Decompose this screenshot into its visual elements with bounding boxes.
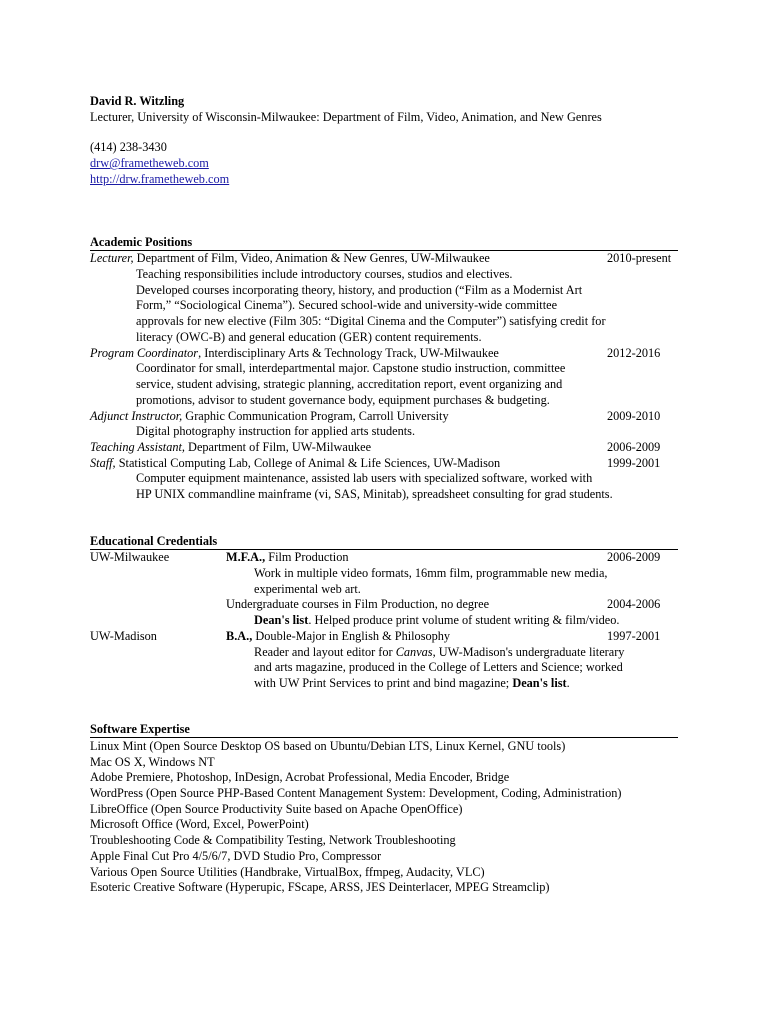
uwmad-line1-b: , UW-Madison's undergraduate literary bbox=[432, 645, 625, 659]
software-item: Microsoft Office (Word, Excel, PowerPoint) bbox=[90, 817, 309, 831]
uwmad-date: 1997-2001 bbox=[607, 629, 661, 643]
education-heading: Educational Credentials bbox=[90, 534, 218, 548]
lecturer-entry bbox=[90, 251, 490, 266]
software-item: Apple Final Cut Pro 4/5/6/7, DVD Studio Pro, Compressor bbox=[90, 849, 382, 863]
lecturer-desc-line: literacy (OWC-B) and general education (GER) content requirements. bbox=[136, 330, 482, 344]
ta-role: Teaching Assistant, bbox=[90, 440, 185, 454]
lecturer-date: 2010-present bbox=[607, 251, 672, 265]
software-item: Troubleshooting Code & Compatibility Testing, Network Troubleshooting bbox=[90, 833, 456, 847]
staff-entry bbox=[90, 456, 500, 471]
lecturer-role: Lecturer, bbox=[90, 251, 134, 265]
uwmad-canvas: Canvas bbox=[395, 645, 433, 659]
uwmad-desc-line bbox=[254, 676, 570, 691]
lecturer-desc-line: approvals for new elective (Film 305: “Digital Cinema and the Computer”) satisfying credit for bbox=[136, 314, 606, 328]
software-heading: Software Expertise bbox=[90, 722, 190, 736]
software-rule bbox=[90, 737, 678, 738]
email-link[interactable]: drw@frametheweb.com bbox=[90, 156, 209, 170]
lecturer-desc-line: Developed courses incorporating theory, history, and production (“Film as a Modernist Art bbox=[136, 283, 583, 297]
software-item: Adobe Premiere, Photoshop, InDesign, Acrobat Professional, Media Encoder, Bridge bbox=[90, 770, 510, 784]
software-item: Esoteric Creative Software (Hyperupic, FScape, ARSS, JES Deinterlacer, MPEG Streamclip) bbox=[90, 880, 550, 894]
software-item: Various Open Source Utilities (Handbrake, VirtualBox, ffmpeg, Audacity, VLC) bbox=[90, 865, 485, 879]
ta-org: Department of Film, UW-Milwaukee bbox=[184, 440, 372, 454]
uwm-deans-line bbox=[254, 613, 619, 628]
coordinator-desc-line: promotions, advisor to student governance body, equipment purchases & budgeting. bbox=[136, 393, 550, 407]
uwmad-degree-line bbox=[226, 629, 450, 644]
uwm-school: UW-Milwaukee bbox=[90, 550, 170, 564]
software-item: Mac OS X, Windows NT bbox=[90, 755, 215, 769]
uwmad-degree: B.A., bbox=[226, 629, 253, 643]
uwm-degree: M.F.A., bbox=[226, 550, 266, 564]
coordinator-desc-line: Coordinator for small, interdepartmental major. Capstone studio instruction, committee bbox=[136, 361, 566, 375]
uwmad-desc-line: and arts magazine, produced in the College of Letters and Science; worked bbox=[254, 660, 623, 674]
email-link-row bbox=[90, 156, 209, 171]
software-item: LibreOffice (Open Source Productivity Suite based on Apache OpenOffice) bbox=[90, 802, 463, 816]
coordinator-date: 2012-2016 bbox=[607, 346, 661, 360]
uwm-field: Film Production bbox=[265, 550, 349, 564]
uwmad-school: UW-Madison bbox=[90, 629, 157, 643]
uwmad-line3-end: . bbox=[566, 676, 570, 690]
uwmad-deans-list: Dean's list bbox=[512, 676, 567, 690]
uwm-desc-line: Work in multiple video formats, 16mm film, programmable new media, bbox=[254, 566, 608, 580]
academic-heading: Academic Positions bbox=[90, 235, 193, 249]
uwmad-line3-a: with UW Print Services to print and bind magazine; bbox=[254, 676, 513, 690]
software-item: WordPress (Open Source PHP-Based Content Management System: Development, Coding, Administration) bbox=[90, 786, 622, 800]
uwm-deans-rest: . Helped produce print volume of student writing & film/video. bbox=[308, 613, 620, 627]
ta-entry bbox=[90, 440, 371, 455]
uwmad-line1-a: Reader and layout editor for bbox=[254, 645, 396, 659]
website-link[interactable]: http://drw.frametheweb.com bbox=[90, 172, 230, 186]
uwm-date: 2006-2009 bbox=[607, 550, 661, 564]
lecturer-org: Department of Film, Video, Animation & New Genres, UW-Milwaukee bbox=[133, 251, 490, 265]
software-item: Linux Mint (Open Source Desktop OS based on Ubuntu/Debian LTS, Linux Kernel, GNU tools) bbox=[90, 739, 566, 753]
uwmad-field: Double-Major in English & Philosophy bbox=[252, 629, 451, 643]
adjunct-entry bbox=[90, 409, 449, 424]
staff-desc-line: HP UNIX commandline mainframe (vi, SAS, Minitab), spreadsheet consulting for grad students. bbox=[136, 487, 613, 501]
staff-org: Statistical Computing Lab, College of Animal & Life Sciences, UW-Madison bbox=[115, 456, 501, 470]
person-title: Lecturer, University of Wisconsin-Milwaukee: Department of Film, Video, Animation, and New Genres bbox=[90, 110, 602, 124]
education-rule bbox=[90, 549, 678, 550]
adjunct-org: Graphic Communication Program, Carroll University bbox=[182, 409, 449, 423]
lecturer-desc-line: Form,” “Sociological Cinema”). Secured school-wide and university-wide committee bbox=[136, 298, 558, 312]
coordinator-entry bbox=[90, 346, 499, 361]
person-name: David R. Witzling bbox=[90, 94, 185, 108]
adjunct-role: Adjunct Instructor, bbox=[90, 409, 183, 423]
lecturer-desc-line: Teaching responsibilities include introductory courses, studios and electives. bbox=[136, 267, 513, 281]
staff-date: 1999-2001 bbox=[607, 456, 661, 470]
uwm-undergrad-date: 2004-2006 bbox=[607, 597, 661, 611]
uwm-deans-list: Dean's list bbox=[254, 613, 309, 627]
adjunct-desc-line: Digital photography instruction for applied arts students. bbox=[136, 424, 416, 438]
adjunct-date: 2009-2010 bbox=[607, 409, 661, 423]
uwm-degree-line bbox=[226, 550, 349, 565]
phone-number: (414) 238-3430 bbox=[90, 140, 167, 154]
coordinator-org: , Interdisciplinary Arts & Technology Track, UW-Milwaukee bbox=[198, 346, 499, 360]
staff-role: Staff, bbox=[90, 456, 116, 470]
uwm-undergrad: Undergraduate courses in Film Production, no degree bbox=[226, 597, 490, 611]
website-link-row bbox=[90, 172, 229, 187]
uwm-desc-line: experimental web art. bbox=[254, 582, 361, 596]
ta-date: 2006-2009 bbox=[607, 440, 661, 454]
staff-desc-line: Computer equipment maintenance, assisted lab users with specialized software, worked with bbox=[136, 471, 593, 485]
coordinator-role: Program Coordinator bbox=[90, 346, 199, 360]
coordinator-desc-line: service, student advising, strategic planning, accreditation report, event organizing and bbox=[136, 377, 563, 391]
uwmad-desc-line bbox=[254, 645, 624, 660]
